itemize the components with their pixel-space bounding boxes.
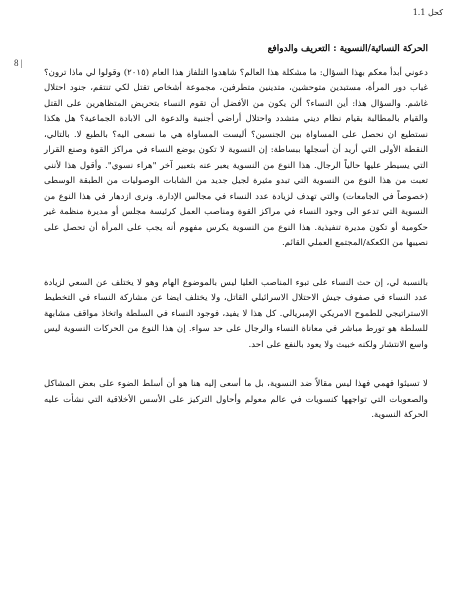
paragraph-2: بالنسبة لي، إن حث النساء على تبوء المناصب العليا ليس بالموضوع الهام وهو لا يختلف عن السعي لزيادة عدد النساء في صفوف جيش الاحتلال الاسرائيلي القاتل، ولا يختلف ايضا عن مشاركة النساء في التخطيط الاستراتيجي للطموح الامريكي الإمبريالي. كل هذا لا يفيد، فوجود النساء في السلطة واتخاذ مواقف مشابهة للسلطة هو تورط مباشر في معاناة النساء والرجال على حد سواء. إن هذا النوع من الحركات النسوية ليس واسع الانتشار ولكنه خبيث ولا يعود بالنفع على احد. <box>44 277 428 350</box>
section-title: الحركة النسائية/النسوية : التعريف والدوافع <box>267 44 428 54</box>
article-body <box>44 42 428 424</box>
paragraph-3: لا تسيئوا فهمي فهذا ليس مقالاً ضد النسوية، بل ما أسعى إليه هنا هو أن أسلط الضوء على بعض المشاكل والصعوبات التي تواجهها كنسويات في عالم معولم وأحاول التركيز على الأسس الأخلاقية التي نشأت عليه الحركة النسوية. <box>44 379 428 420</box>
paragraph-1: دعوني أبدأ معكم بهذا السؤال: ما مشكلة هذا العالم؟ شاهدوا التلفاز هذا العام (٢٠١٥) وقولوا لي ماذا ترون؟ غياب دور المرأة، مستبدين متوحشين، متدينين متطرفين، مجموعة أشخاص تقتل لكي تنتقم، جنود احتلال غاشم. والسؤال هذا: أين النساء؟ ألن يكون من الأفضل أن تقوم النساء بتحريض المتظاهرين على القتل والقيام بالمطالبة بقيام نظام ديني متشدد واحتلال أراضي أجنبية والدعوة الى الابادة الجماعية؟ هل هكذا نستطيع ان نحصل على المساواة بين الجنسين؟ أليست المساواة هي ما نسعى اليه؟ بالطبع لا. بالتالي، النقطة الأولى التي أريد أن أسجلها ببساطة: إن النسوية لا تكون بوضع النساء في مراكز القوة وصنع القرار التي يسيطر عليها حالياً الرجال. هذا النوع من النسوية يعبر عنه بتعبير آخر "هراء نسوي". وأقول هذا لأنني تعبت من هذا النوع من النسوية التي تبدو مثيرة لجيل جديد من الشابات الوصوليات من الطبقة الوسطى (خصوصاً في الجامعات) والتي تهدف لزيادة عدد النساء في مجالس الإدارة. ونرى ازدهار في هذا النوع من النسوية التي تدعو الى وجود النساء في مراكز القوة ومناصب العمل كرئيسة مجلس أو مديرة منظمة غير حكومية أو تكون مديرة تنفيذية. هذا النوع من النسوية يكرس مفهوم أنه يجب على المرأة أن تحصل على نصيبها من الكعكة/المجتمع العملي القائم. <box>44 67 428 248</box>
running-header: كحل 1.1 <box>412 8 443 17</box>
page-number: 8 | <box>14 58 23 68</box>
